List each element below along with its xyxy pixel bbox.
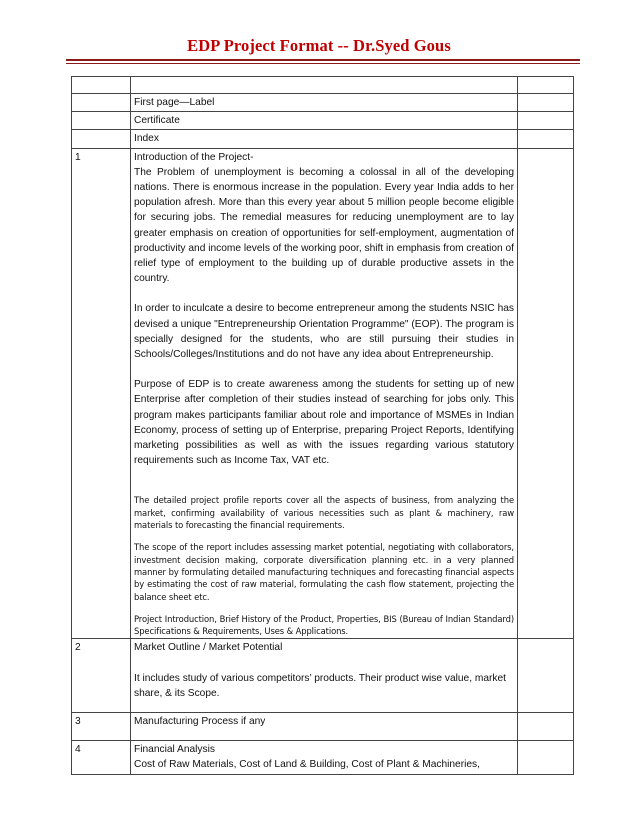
section-heading: Market Outline / Market Potential <box>134 642 283 654</box>
table-row <box>72 639 574 713</box>
table-row <box>72 77 574 94</box>
table-row <box>72 148 574 639</box>
empty-cell <box>518 148 574 639</box>
num-cell <box>72 112 131 130</box>
empty-cell <box>72 77 131 94</box>
empty-cell <box>518 713 574 741</box>
intro-paragraph: Project Introduction, Brief History of the Product, Properties, BIS (Bureau of Indian Standard) Specifications & Requirements, Uses & Applications. <box>134 613 514 637</box>
title-underline <box>66 59 580 61</box>
financial-cell <box>131 741 518 774</box>
intro-paragraph: The scope of the report includes assessing market potential, negotiating with collaborators, investment decision making, corporate diversification planning etc. in a very planned manner by formulating detailed manufacturing techniques and forecasting financial aspects by estimating the cost of raw material, formulating the cash flow statement, projecting the balance sheet etc. <box>134 542 514 602</box>
empty-cell <box>518 741 574 774</box>
num-cell <box>72 130 131 148</box>
label-list-cell <box>131 94 518 112</box>
introduction-cell <box>131 148 518 639</box>
empty-cell <box>518 94 574 112</box>
market-cell <box>131 639 518 713</box>
empty-cell <box>518 130 574 148</box>
label-row-first-page: First page—Label <box>134 97 215 108</box>
empty-cell <box>518 112 574 130</box>
manufacturing-cell <box>131 713 518 741</box>
section-heading: Introduction of the Project- <box>134 151 254 163</box>
intro-paragraph: Purpose of EDP is to create awareness among the students for setting up of new Enterprise after completion of their studies instead of searching for jobs only. This program makes participants familiar about role and importance of MSMEs in Indian Economy, process of setting up of Enterprise, preparing Project Reports, Identifying marketing possibilities as well as with the issues regarding various statutory requirements such as Income Tax, VAT etc. <box>134 379 514 467</box>
num-cell <box>72 94 131 112</box>
empty-cell <box>131 77 518 94</box>
section-body: Cost of Raw Materials, Cost of Land & Building, Cost of Plant & Machineries, <box>134 759 480 771</box>
table-row <box>72 741 574 774</box>
project-format-table <box>71 76 574 775</box>
table-row <box>72 112 574 130</box>
row-number: 1 <box>72 148 131 639</box>
row-number: 3 <box>72 713 131 741</box>
intro-paragraph: In order to inculcate a desire to become entrepreneur among the students NSIC has devised a unique "Entrepreneurship Orientation Programme" (EOP). The program is specially designed for the students, who are still pursuing their studies in Schools/Colleges/Institutions and do not have any idea about Entrepreneurship. <box>134 303 514 361</box>
section-heading: Manufacturing Process if any <box>134 716 266 728</box>
intro-paragraph: The detailed project profile reports cover all the aspects of business, from analyzing the market, confirming availability of various necessities such as plant & machinery, raw materials to forecasting the financial requirements. <box>134 495 514 531</box>
table-row <box>72 94 574 112</box>
table-row <box>72 130 574 148</box>
title-underline-thin <box>66 63 580 64</box>
table-row <box>72 713 574 741</box>
document-title: EDP Project Format -- Dr.Syed Gous <box>187 36 451 55</box>
label-row-certificate: Certificate <box>131 112 518 130</box>
row-number: 2 <box>72 639 131 713</box>
intro-paragraph: The Problem of unemployment is becoming a colossal in all of the developing nations. There is enormous increase in the population. Every year India adds to her population afresh. More than this every year about 5 million people become eligible for securing jobs. The remedial measures for reducing unemployment are to lay greater emphasis on creation of opportunities for self-employment, augmentation of productivity and income levels of the working poor, shift in emphasis from creation of relief type of employment to the building up of durable productive assets in the country. <box>134 166 514 285</box>
empty-cell <box>518 77 574 94</box>
section-heading: Financial Analysis <box>134 744 215 756</box>
section-body: It includes study of various competitors’ products. Their product wise value, market share, & its Scope. <box>134 672 507 699</box>
row-number: 4 <box>72 741 131 774</box>
label-row-index: Index <box>131 130 518 148</box>
empty-cell <box>518 639 574 713</box>
